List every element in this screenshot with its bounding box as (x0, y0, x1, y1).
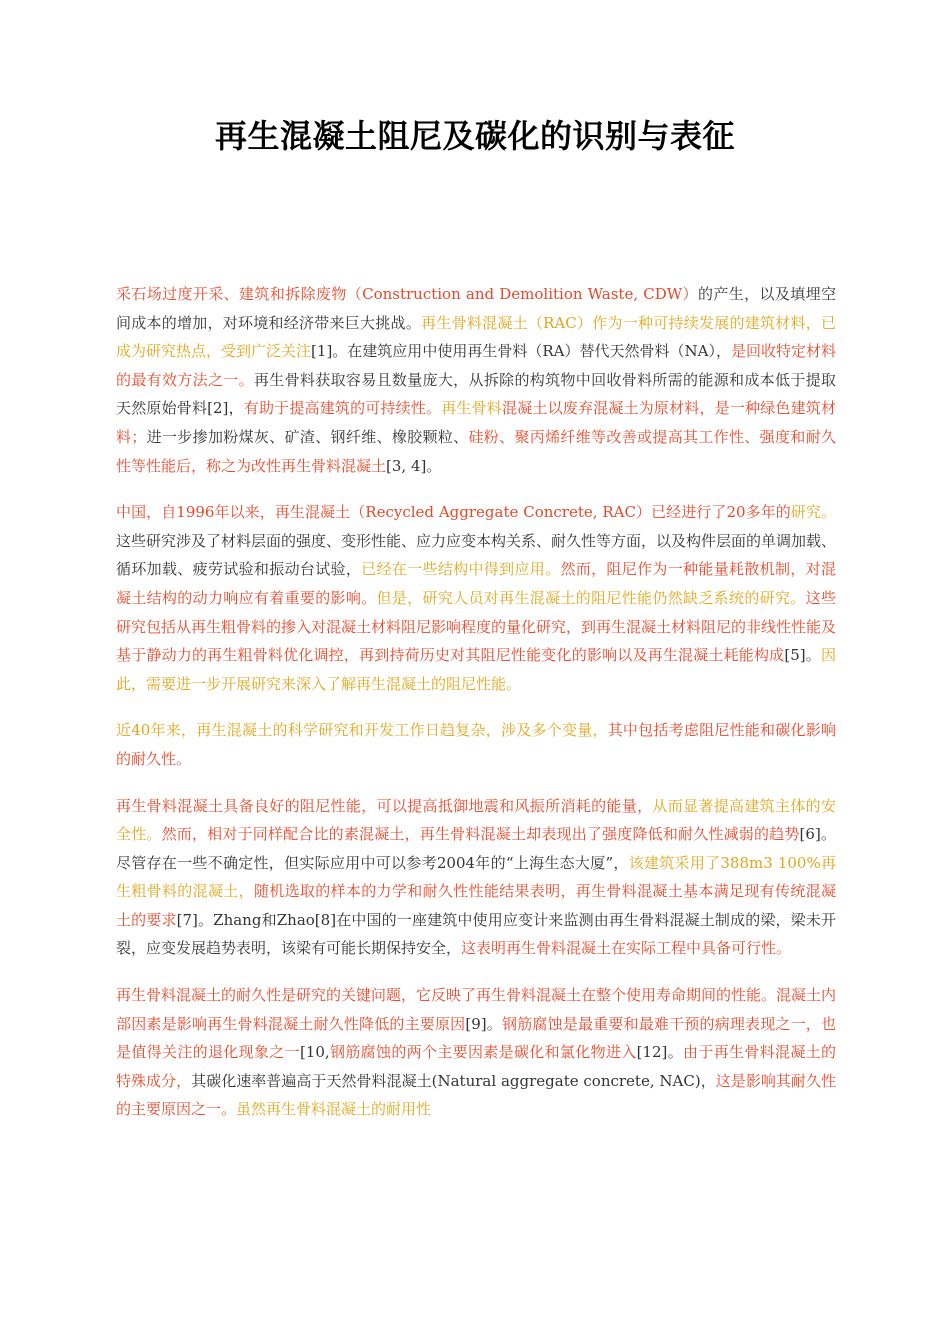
text-segment: 硅粉、聚丙烯纤维等改善或提高其工作性、强度和耐久性等性能后，称之为改性再生骨料混凝土 (116, 427, 836, 475)
document-title: 再生混凝土阻尼及碳化的识别与表征 (214, 117, 735, 155)
text-segment: [6]。尽管存在一些不确定性，但实际应用中可以参考2004年的“上海生态大厦”， (116, 825, 836, 872)
text-segment: 然而，阻尼作为一种能量耗散机制，对混凝土结构的动力响应有着重要的影响。 (116, 560, 836, 607)
text-segment: [12]。 (636, 1043, 684, 1062)
text-segment: 是回收特定材料的最有效方法之一。 (116, 342, 836, 389)
text-segment: 其碳化速率普遍高于天然骨料混凝土(Natural aggregate concrete, NAC)， (191, 1071, 716, 1090)
text-segment: 这些研究包括从再生粗骨料的掺入对混凝土材料阻尼影响程度的量化研究，到再生混凝土材料阻尼的非线性性能及基于静动力的再生粗骨料优化调控，再到持荷历史对其阻尼性能变化的影响以及再生混凝土耗能构成 (116, 588, 837, 665)
document-body (116, 280, 836, 1142)
text-segment: 再生骨料混凝土具备良好的阻尼性能，可以提高抵御地震和风振所消耗的能量， (116, 796, 653, 815)
text-segment: 虽然再生骨料混凝土的耐用性 (236, 1100, 432, 1119)
text-segment: 该建筑采用了388m3 100%再生粗骨料的混凝土， (116, 853, 836, 901)
text-segment: 近40年来，再生混凝土的科学研究和开发工作日趋复杂，涉及多个变量， (116, 721, 608, 740)
text-segment: 再生骨料获取容易且数量庞大，从拆除的构筑物中回收骨料所需的能源和成本低于提取天然原始骨料[2]， (116, 370, 836, 418)
text-segment: 采石场过度开采、建筑和拆除废物（Construction and Demolition Waste, CDW） (116, 285, 698, 303)
text-segment: 其中包括考虑阻尼性能和碳化影响的耐久性。 (116, 721, 836, 768)
text-segment: 再生骨料混凝土的耐久性是研究的关键问题，它反映了再生骨料混凝土在整个使用寿命期间的性能。混凝土内部因素是影响再生骨料混凝土耐久性降低的主要原因 (116, 986, 837, 1033)
text-segment: 有助于提高建筑的可持续性。 (243, 399, 442, 418)
text-segment: [1]。在建筑应用中使用再生骨料（RA）替代天然骨料（NA）， (311, 342, 731, 361)
paragraph (116, 280, 836, 480)
text-segment: [9]。 (465, 1014, 503, 1033)
text-segment: 再生骨料 (441, 399, 502, 418)
text-segment: 再生骨料混凝土（RAC）作为一种可持续发展的建筑材料，已成为研究热点，受到广泛关注 (116, 313, 836, 361)
text-segment: 随机选取的样本的力学和耐久性性能结果表明，再生骨料混凝土基本满足现有传统混凝土的要求 (116, 882, 836, 929)
text-segment: 进一步掺加粉煤灰、矿渣、钢纤维、橡胶颗粒、 (146, 427, 469, 446)
text-segment: 因此，需要进一步开展研究来深入了解再生混凝土的阻尼性能。 (116, 646, 837, 693)
paragraph (116, 716, 836, 773)
text-segment: 但是，研究人员对再生混凝土的阻尼性能仍然缺乏系统的研究。 (376, 588, 806, 607)
text-segment: 的产生，以及填埋空间成本的增加，对环境和经济带来巨大挑战。 (116, 285, 836, 332)
text-segment: 这是影响其耐久性的主要原因之一。 (116, 1071, 836, 1119)
text-segment: 由于再生骨料混凝土的特殊成分， (116, 1043, 836, 1090)
text-segment: 研究。 (790, 503, 836, 522)
text-segment: [5]。 (784, 646, 821, 665)
text-segment: 混凝土以废弃混凝土为原材料，是一种绿色建筑材料； (116, 399, 836, 446)
text-segment: 这些研究涉及了材料层面的强度、变形性能、应力应变本构关系、耐久性等方面，以及构件层面的单调加载、循环加载、疲劳试验和振动台试验， (116, 531, 837, 579)
text-segment: [10, (299, 1043, 330, 1062)
text-segment: 已经在一些结构中得到应用。 (361, 560, 561, 579)
text-segment: 钢筋腐蚀的两个主要因素是碳化和氯化物进入 (329, 1043, 637, 1062)
paragraph (116, 792, 836, 964)
paragraph (116, 498, 836, 698)
text-segment: 从而显著提高建筑主体的安全性。 (116, 796, 836, 844)
text-segment: 中国，自1996年以来，再生混凝土（Recycled Aggregate Concrete, RAC）已经进行了20多年的 (116, 503, 791, 522)
text-segment: 钢筋腐蚀是最重要和最难干预的病理表现之一，也是值得关注的退化现象之一 (116, 1014, 836, 1062)
text-segment: 然而，相对于同样配合比的素混凝土，再生骨料混凝土却表现出了强度降低和耐久性减弱的趋势 (161, 825, 800, 844)
text-segment: [7]。Zhang和Zhao[8]在中国的一座建筑中使用应变计来监测由再生骨料混凝土制成的梁，梁未开裂，应变发展趋势表明，该梁有可能长期保持安全， (116, 910, 836, 958)
paragraph (116, 981, 836, 1124)
text-segment: 这表明再生骨料混凝土在实际工程中具备可行性。 (461, 939, 792, 958)
text-segment: [3, 4]。 (386, 456, 442, 475)
